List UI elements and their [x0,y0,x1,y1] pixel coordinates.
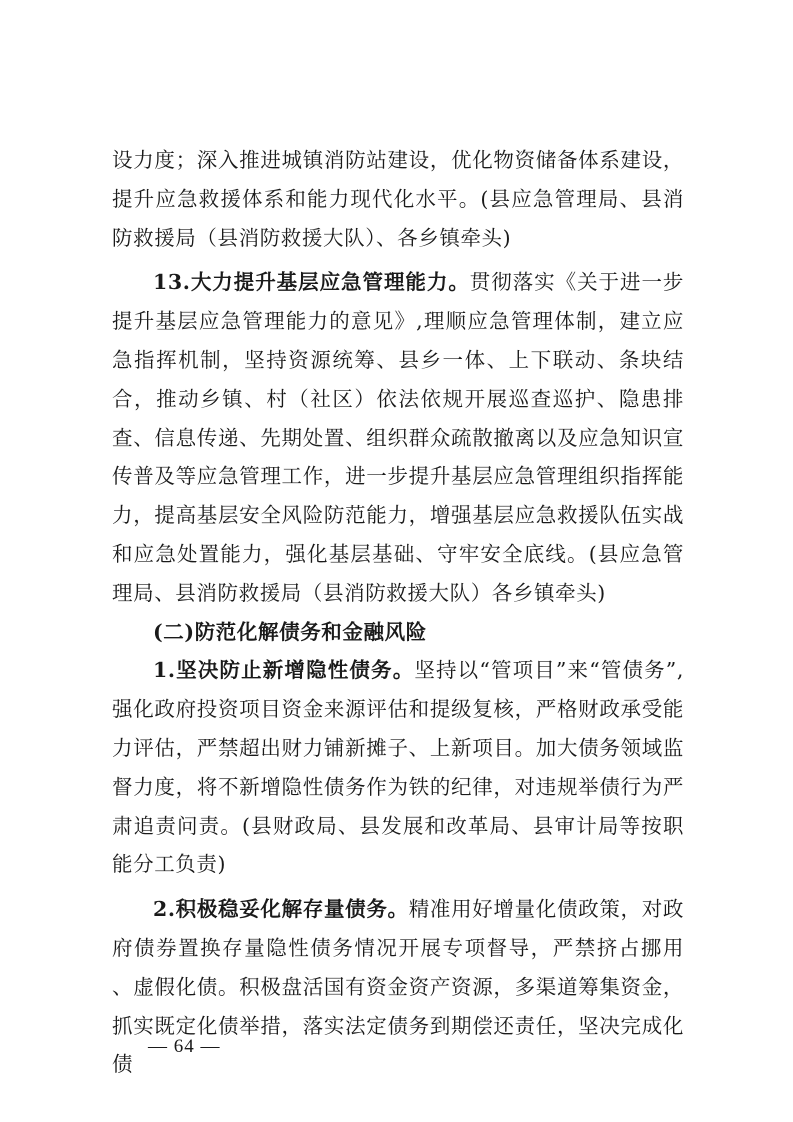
item-lead: 13.大力提升基层应急管理能力。 [153,270,470,295]
page-body [112,141,684,1084]
paragraph-text: 贯彻落实《关于进一步提升基层应急管理能力的意见》,理顺应急管理体制，建立应急指挥机制，坚持资源统筹、县乡一体、上下联动、条块结合，推动乡镇、村（社区）依法依规开展巡查巡护、隐患排查、信息传递、先期处置、组织群众疏散撤离以及应急知识宣传普及等应急管理工作，进一步提升基层应急管理组织指挥能力，提高基层安全风险防范能力，增强基层应急救援队伍实战和应急处置能力，强化基层基础、守牢安全底线。(县应急管理局、县消防救援局（县消防救援大队）各乡镇牵头) [112,270,685,605]
page-number: — 64 — [148,1036,221,1057]
paragraph-text: 精准用好增量化债政策，对政府债券置换存量隐性债务情况开展专项督导，严禁挤占挪用 、虚假化债。积极盘活国有资金资产资源，多渠道筹集资金，抓实既定化债举措，落实法定债务到期偿还责任，坚决完成化债 [112,897,684,1077]
paragraph-continuation [112,141,684,257]
paragraph-item-13 [112,263,684,612]
item-lead: 1.坚决防止新增隐性债务。 [153,658,415,683]
item-lead: 2.积极稳妥化解存量债务。 [153,897,409,922]
section-heading [112,613,684,652]
paragraph-text: 设力度；深入推进城镇消防站建设，优化物资储备体系建设，提升应急救援体系和能力现代化水平。(县应急管理局、县消防救援局（县消防救援大队）、各乡镇牵头) [112,148,684,250]
paragraph-text: 坚持以“管项目”来“管债务”,强化政府投资项目资金来源评估和提级复核，严格财政承受能力评估，严禁超出财力铺新摊子、上新项目。加大债务领域监督力度，将不新增隐性债务作为铁的纪律，对违规举债行为严肃追责问责。(县财政局、县发展和改革局、县审计局等按职能分工负责) [112,658,685,877]
section-heading-text: (二)防范化解债务和金融风险 [153,619,427,644]
paragraph-item-1 [112,651,684,884]
